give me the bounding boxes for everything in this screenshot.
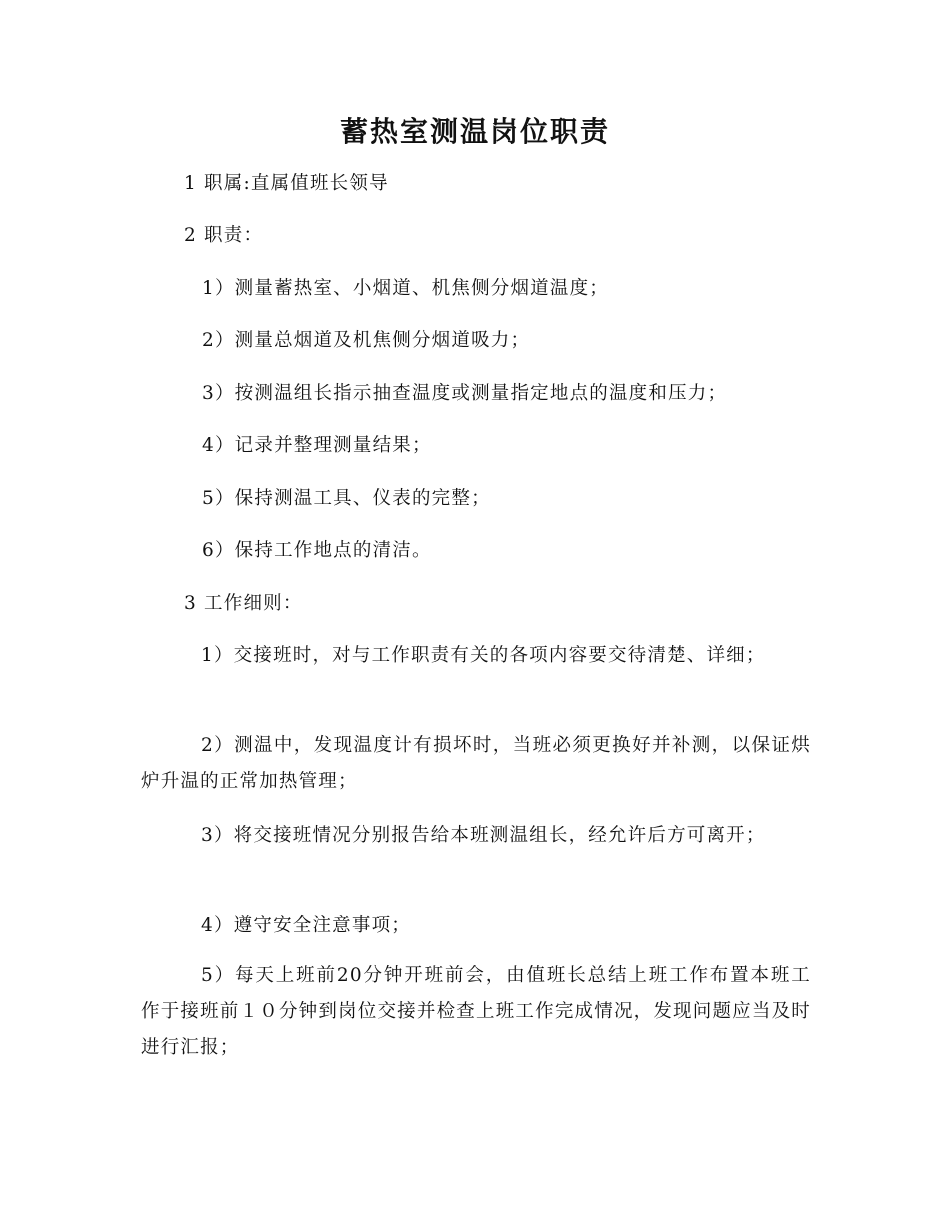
work-rule-4: 4）遵守安全注意事项； — [201, 915, 411, 936]
duty-item-2: 2）测量总烟道及机焦侧分烟道吸力； — [202, 330, 531, 351]
work-rule-5: 5）每天上班前20分钟开班前会，由值班长总结上班工作布置本班工作于接班前１０分钟到岗位交接并检查上班工作完成情况，发现问题应当及时进行汇报； — [141, 965, 811, 1058]
duty-item-4: 4）记录并整理测量结果； — [202, 435, 432, 456]
duty-item-5: 5）保持测温工具、仪表的完整； — [202, 488, 491, 509]
section-3-heading: 3 工作细则： — [184, 593, 303, 614]
work-rule-3: 3）将交接班情况分别报告给本班测温组长，经允许后方可离开； — [201, 825, 766, 846]
work-rule-1: 1）交接班时，对与工作职责有关的各项内容要交待清楚、详细； — [201, 645, 766, 666]
section-1-affiliation: 1 职属:直属值班长领导 — [184, 173, 389, 194]
duty-item-3: 3）按测温组长指示抽查温度或测量指定地点的温度和压力； — [202, 383, 728, 404]
section-2-heading: 2 职责： — [184, 225, 264, 246]
duty-item-1: 1）测量蓄热室、小烟道、机焦侧分烟道温度； — [202, 278, 609, 299]
work-rule-2: 2）测温中，发现温度计有损坏时，当班必须更换好并补测，以保证烘炉升温的正常加热管理； — [141, 735, 811, 792]
duty-item-6: 6）保持工作地点的清洁。 — [202, 540, 432, 561]
document-title: 蓄热室测温岗位职责 — [339, 115, 610, 148]
